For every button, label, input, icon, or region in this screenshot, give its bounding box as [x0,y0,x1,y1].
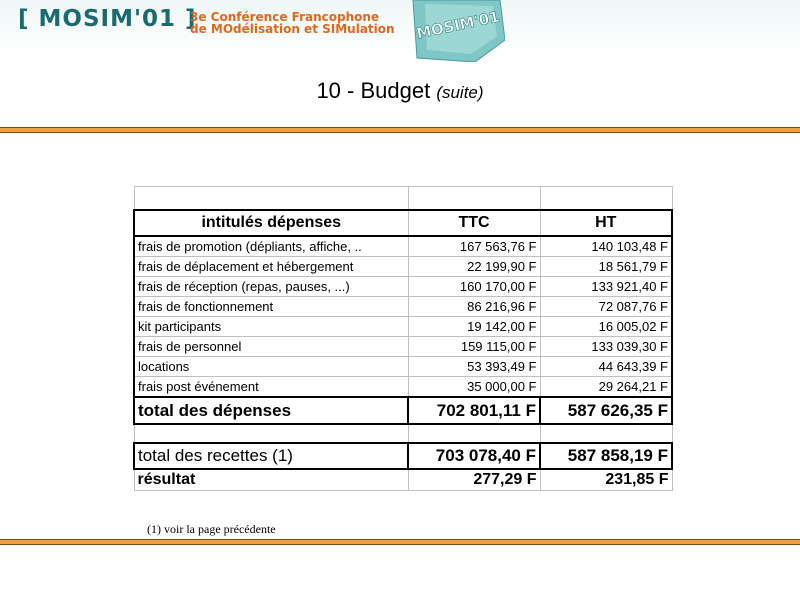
budget-table [133,186,673,491]
conference-title-line2: de MOdélisation et SIMulation [190,22,395,36]
page-title-subtitle: (suite) [436,83,484,102]
expense-ttc: 86 216,96 F [408,297,540,317]
expense-label: frais de promotion (dépliants, affiche, .. [134,236,408,257]
table-row [134,236,672,257]
table-blank-row [134,187,672,211]
expense-ttc: 35 000,00 F [408,377,540,398]
table-row [134,317,672,337]
table-row [134,257,672,277]
badge-text: MOSIM'01 [414,7,502,43]
expense-ht: 18 561,79 F [540,257,672,277]
table-spacer-row [134,424,672,443]
expense-ttc: 159 115,00 F [408,337,540,357]
footnote-text: voir la page précédente [164,522,276,536]
header-banner [0,0,800,62]
expense-ht: 133 039,30 F [540,337,672,357]
result-ht: 231,85 F [540,469,672,491]
footnote-marker: (1) [147,522,161,536]
header-cell-ht: HT [540,210,672,236]
expense-ht: 44 643,39 F [540,357,672,377]
bottom-divider [0,539,800,545]
table-row [134,377,672,398]
page-title-main: 10 - Budget [316,78,431,103]
header-cell-ttc: TTC [408,210,540,236]
total-expenses-ht: 587 626,35 F [540,397,672,424]
conference-title-line1: 3e Conférence Francophone [190,10,380,24]
header-cell-label: intitulés dépenses [134,210,408,236]
table-row [134,357,672,377]
total-income-ht: 587 858,19 F [540,443,672,469]
page-title [0,78,800,104]
total-income-label: total des recettes (1) [134,443,408,469]
expense-label: frais de fonctionnement [134,297,408,317]
table-row [134,297,672,317]
expense-label: frais post événement [134,377,408,398]
expense-label: frais de déplacement et hébergement [134,257,408,277]
total-expenses-label: total des dépenses [134,397,408,424]
table-row [134,337,672,357]
expense-ttc: 167 563,76 F [408,236,540,257]
expense-ht: 133 921,40 F [540,277,672,297]
top-divider [0,127,800,133]
total-expenses-row [134,397,672,424]
table-row [134,277,672,297]
expense-label: locations [134,357,408,377]
expense-ht: 16 005,02 F [540,317,672,337]
expense-ttc: 53 393,49 F [408,357,540,377]
result-ttc: 277,29 F [408,469,540,491]
expense-ht: 140 103,48 F [540,236,672,257]
expense-label: kit participants [134,317,408,337]
expense-ttc: 160 170,00 F [408,277,540,297]
expense-ht: 29 264,21 F [540,377,672,398]
expense-ttc: 19 142,00 F [408,317,540,337]
total-income-ttc: 703 078,40 F [408,443,540,469]
footnote [147,522,276,537]
mosim-badge-logo [405,0,505,62]
expense-ht: 72 087,76 F [540,297,672,317]
expense-ttc: 22 199,90 F [408,257,540,277]
total-income-row [134,443,672,469]
result-label: résultat [134,469,408,491]
table-header-row [134,210,672,236]
expense-label: frais de réception (repas, pauses, ...) [134,277,408,297]
expense-label: frais de personnel [134,337,408,357]
total-expenses-ttc: 702 801,11 F [408,397,540,424]
mosim-logo: [ MOSIM'01 ] [18,6,197,32]
result-row [134,469,672,491]
